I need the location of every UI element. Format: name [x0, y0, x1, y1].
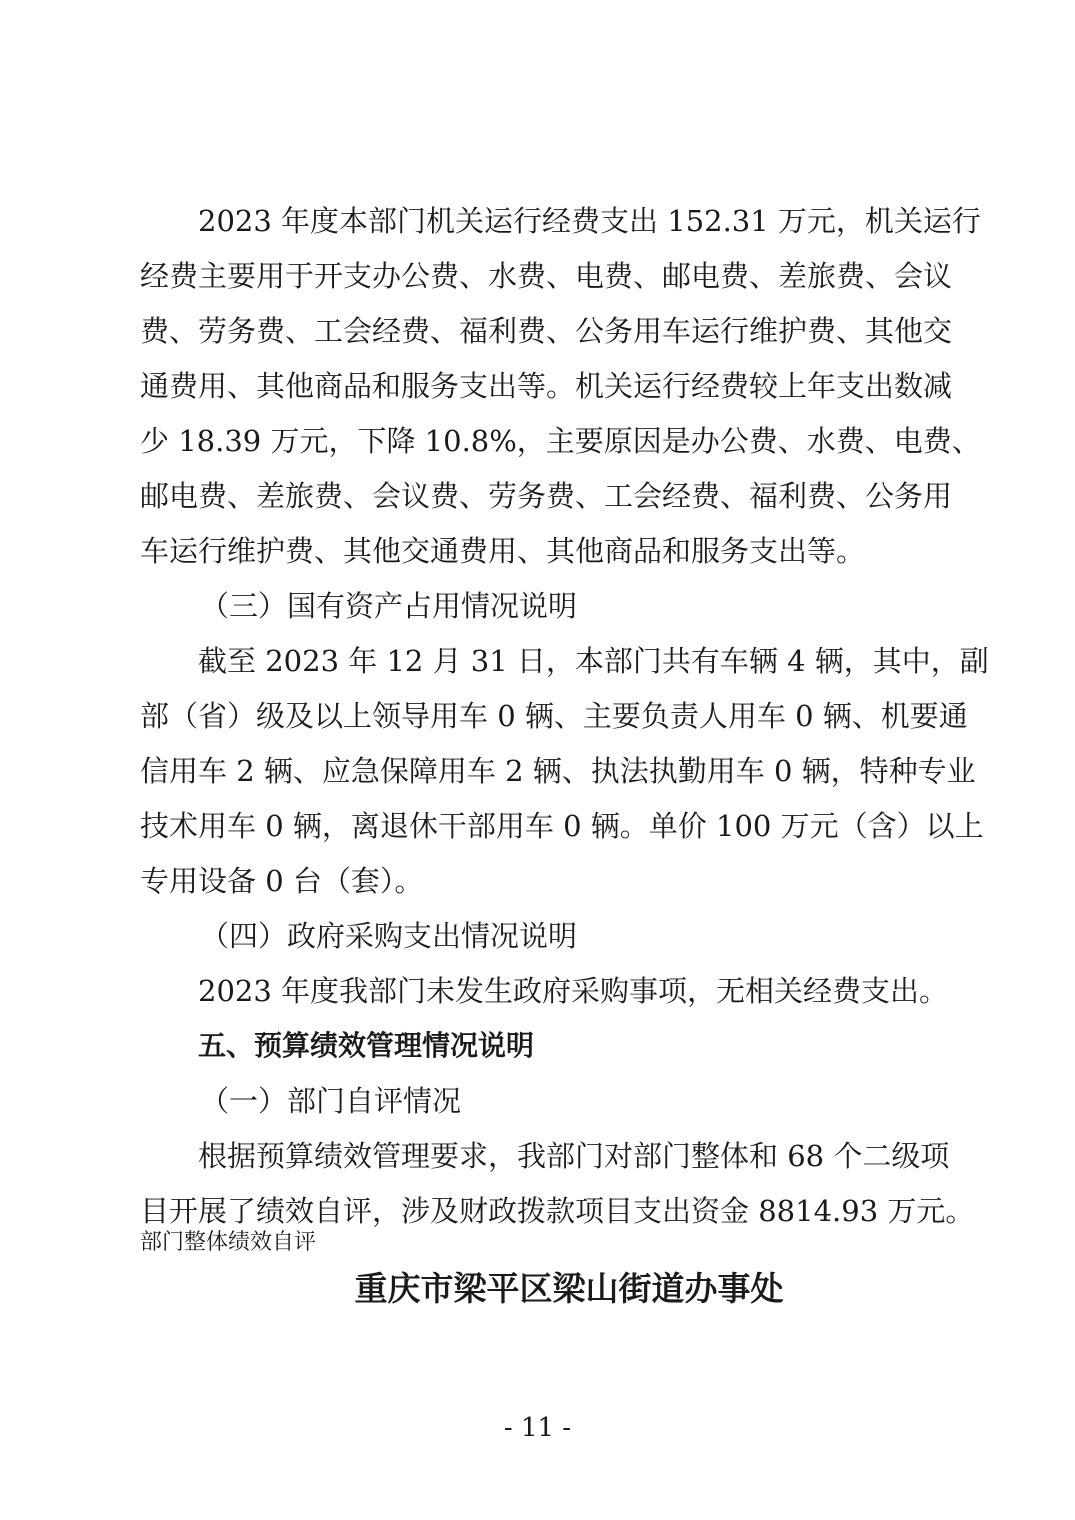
- text-line: 部（省）级及以上领导用车 0 辆、主要负责人用车 0 辆、机要通: [140, 699, 968, 733]
- section-heading-procurement: （四）政府采购支出情况说明: [200, 919, 578, 953]
- text-line: 少 18.39 万元，下降 10.8%，主要原因是办公费、水费、电费、: [140, 424, 981, 458]
- text-line: 技术用车 0 辆，离退休干部用车 0 辆。单价 100 万元（含）以上: [140, 809, 984, 843]
- caption-overall-evaluation: 部门整体绩效自评: [140, 1230, 317, 1255]
- text-line: 邮电费、差旅费、会议费、劳务费、工会经费、福利费、公务用: [140, 479, 953, 513]
- section-heading-performance: 五、预算绩效管理情况说明: [198, 1029, 535, 1062]
- text-line: 车运行维护费、其他交通费用、其他商品和服务支出等。: [140, 534, 866, 568]
- text-line: 经费主要用于开支办公费、水费、电费、邮电费、差旅费、会议: [140, 259, 953, 293]
- page-number: - 11 -: [503, 1413, 572, 1443]
- section-heading-state-assets: （三）国有资产占用情况说明: [200, 589, 578, 623]
- text-line: 专用设备 0 台（套）。: [140, 864, 424, 898]
- text-line: 费、劳务费、工会经费、福利费、公务用车运行维护费、其他交: [140, 314, 953, 348]
- text-line: 根据预算绩效管理要求，我部门对部门整体和 68 个二级项: [198, 1139, 950, 1173]
- paragraph-procurement: 2023 年度我部门未发生政府采购事项，无相关经费支出。: [198, 974, 949, 1008]
- unit-title: 重庆市梁平区梁山街道办事处: [354, 1269, 784, 1308]
- text-line: 信用车 2 辆、应急保障用车 2 辆、执法执勤用车 0 辆，特种专业: [140, 754, 976, 788]
- text-line: 目开展了绩效自评，涉及财政拨款项目支出资金 8814.93 万元。: [140, 1194, 975, 1228]
- text-line: 截至 2023 年 12 月 31 日，本部门共有车辆 4 辆，其中，副: [198, 644, 989, 678]
- section-heading-self-evaluation: （一）部门自评情况: [200, 1084, 462, 1118]
- text-line: 2023 年度本部门机关运行经费支出 152.31 万元，机关运行: [198, 204, 981, 238]
- text-line: 通费用、其他商品和服务支出等。机关运行经费较上年支出数减: [140, 369, 953, 403]
